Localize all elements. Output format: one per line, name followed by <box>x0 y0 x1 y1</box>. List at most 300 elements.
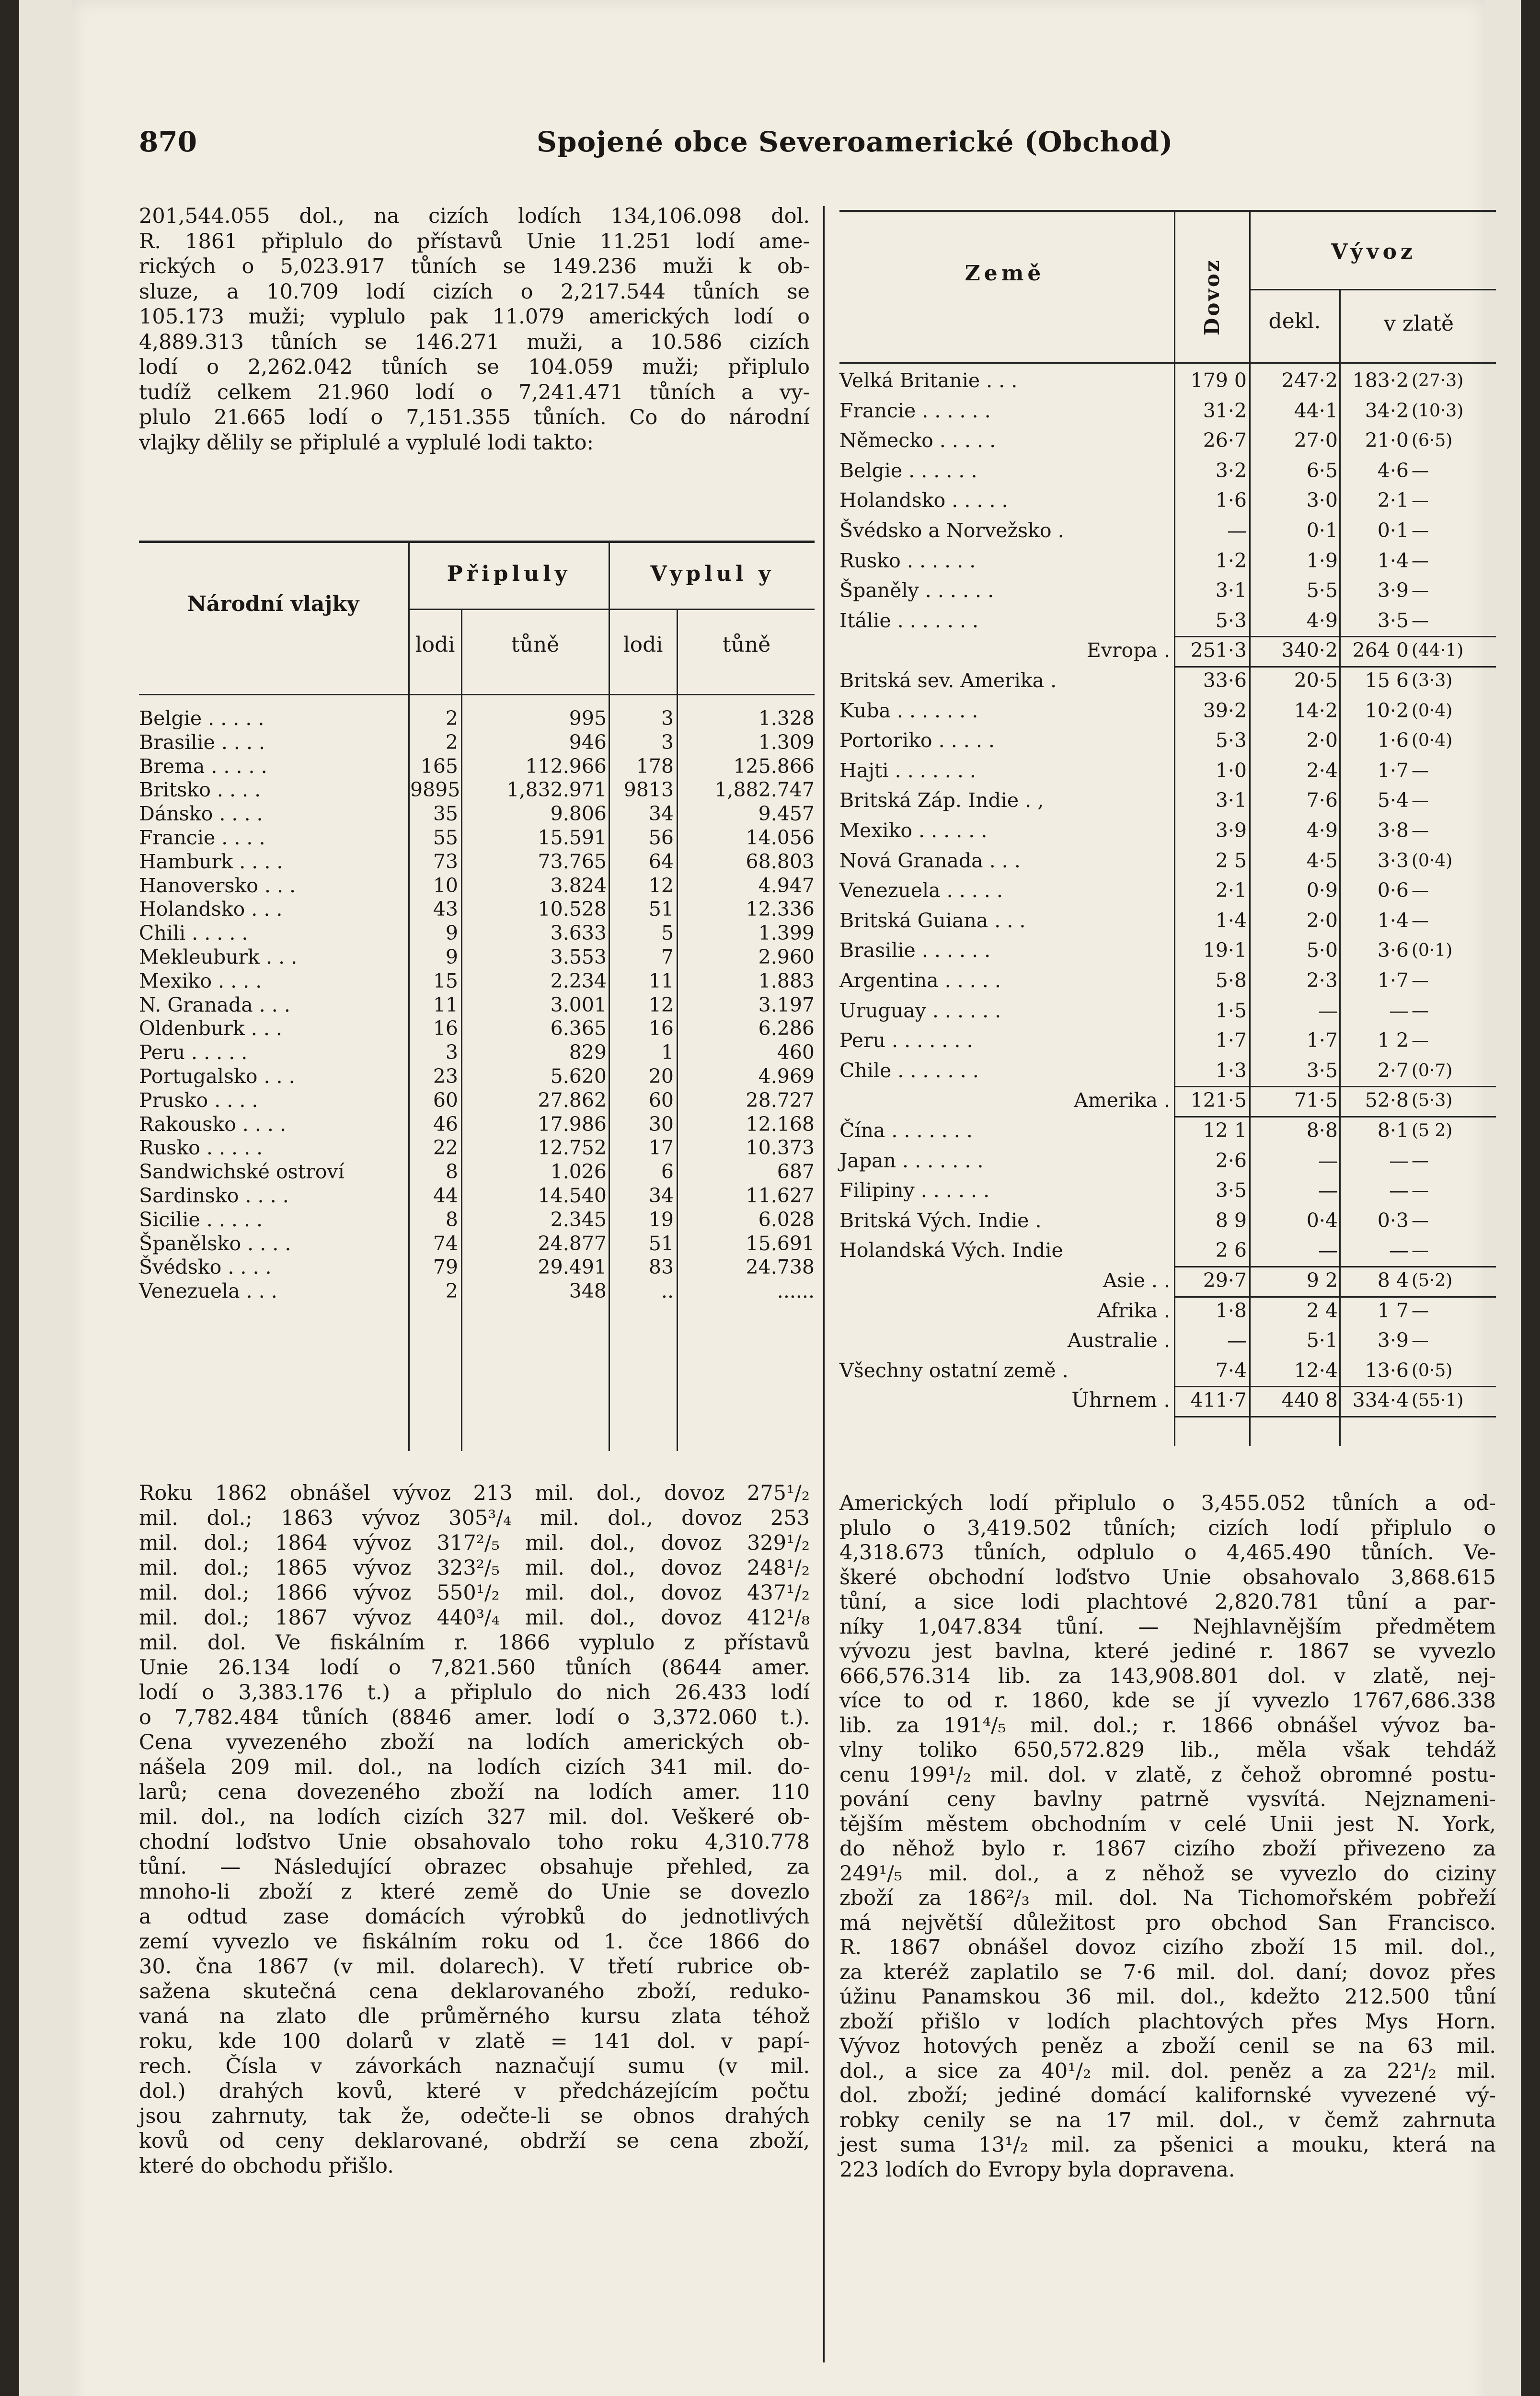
arrived-tons: 6.365 <box>550 1017 607 1040</box>
left-text-line: Cena vyvezeného zboží na lodích amerických ob- <box>139 1730 810 1754</box>
trade-country: Argentina . . . . . <box>839 969 1001 992</box>
export-declared: 440 8 <box>1281 1389 1338 1412</box>
trade-country: Venezuela . . . . . <box>839 879 1003 902</box>
left-text-line: 30. čna 1867 (v mil. dolarech). V třetí rubrice ob- <box>139 1955 810 1979</box>
trade-country: Holandsko . . . . . <box>839 489 1008 512</box>
export-gold: — <box>1389 1239 1409 1262</box>
precious-metals: — <box>1412 760 1429 781</box>
import-value: 1·7 <box>1215 1029 1247 1052</box>
precious-metals: — <box>1412 821 1429 841</box>
right-text-line: do něhož bylo r. 1867 cizího zboží přivezeno za <box>839 1837 1496 1861</box>
left-text-line: mil. dol. Ve fiskálním r. 1866 vyplulo z přístavů <box>139 1631 810 1655</box>
import-value: 7·4 <box>1215 1359 1247 1382</box>
right-text-line: 223 lodích do Evropy byla dopravena. <box>839 2157 1235 2182</box>
arrived-tons: 1.026 <box>550 1160 607 1184</box>
import-value: 3·1 <box>1215 579 1247 602</box>
export-declared: 4·5 <box>1306 849 1338 872</box>
flags-sub-departed-tons: tůně <box>722 633 771 657</box>
left-text-line: tůní. — Následující obrazec obsahuje přehled, za <box>139 1855 810 1879</box>
flags-header-arrived: Připluly <box>447 562 571 586</box>
trade-table-vline-3 <box>1339 289 1341 1446</box>
precious-metals: (55·1) <box>1412 1391 1464 1411</box>
departed-tons: 6.028 <box>758 1208 815 1231</box>
left-text-line: mil. dol.; 1867 vývoz 440³/₄ mil. dol., dovoz 412¹/₈ <box>139 1606 810 1630</box>
precious-metals: — <box>1412 1001 1429 1021</box>
export-declared: 2·0 <box>1306 729 1338 752</box>
left-text-line: mil. dol., na lodích cizích 327 mil. dol. Veškeré ob- <box>139 1805 810 1829</box>
departed-tons: 687 <box>777 1160 815 1184</box>
trade-country: Všechny ostatní země . <box>839 1359 1069 1382</box>
departed-ships: 60 <box>648 1088 674 1112</box>
departed-tons: 68.803 <box>746 850 815 873</box>
right-text-line: plulo o 3,419.502 tůních; cizích lodí připlulo o <box>839 1516 1496 1540</box>
arrived-tons: 3.633 <box>550 922 607 945</box>
export-gold: 1 7 <box>1377 1299 1409 1322</box>
arrived-tons: 15.591 <box>538 826 607 849</box>
trade-country: Holandská Vých. Indie <box>839 1239 1063 1262</box>
trade-table-vline-2 <box>1249 210 1251 1446</box>
flags-header-country: Národní vlajky <box>187 592 359 616</box>
import-value: 31·2 <box>1203 399 1247 422</box>
right-text-line: 249¹/₅ mil. dol., a z něhož se vyvezlo do ciziny <box>839 1861 1496 1886</box>
departed-tons: 14.056 <box>746 826 815 849</box>
arrived-ships: 60 <box>433 1088 458 1112</box>
export-gold: 13·6 <box>1365 1359 1409 1382</box>
left-text-line: Roku 1862 obnášel vývoz 213 mil. dol., dovoz 275¹/₂ <box>139 1481 810 1505</box>
flag-country: Francie . . . . <box>139 826 265 849</box>
right-text-line: tůní, a sice lodi plachtové 2,820.781 tůní a par- <box>839 1590 1496 1614</box>
precious-metals: (5 2) <box>1412 1121 1453 1140</box>
export-declared: 2·0 <box>1306 909 1338 932</box>
arrived-ships: 8 <box>445 1160 458 1184</box>
trade-country: Úhrnem . <box>1071 1388 1170 1413</box>
precious-metals: — <box>1412 461 1429 481</box>
departed-ships: 51 <box>648 1232 674 1255</box>
departed-tons: 9.457 <box>758 802 815 826</box>
arrived-tons: 3.824 <box>550 874 607 897</box>
flag-country: Prusko . . . . <box>139 1088 258 1112</box>
trade-country: Španěly . . . . . . <box>839 579 994 602</box>
right-text-line: 4,318.673 tůních, odplulo o 4,465.490 tůních. Ve- <box>839 1541 1496 1565</box>
import-value: 2·6 <box>1215 1149 1247 1172</box>
flags-sub-arrived-tons: tůně <box>511 633 560 657</box>
right-text-line: R. 1867 obnášel dovoz cizího zboží 15 mil. dol., <box>839 1935 1496 1959</box>
arrived-ships: 2 <box>445 1279 458 1303</box>
export-gold: 2·1 <box>1377 489 1409 512</box>
departed-ships: 51 <box>648 898 674 921</box>
arrived-ships: 3 <box>445 1041 458 1064</box>
left-text-line: mnoho-li zboží z které země do Unie se dovezlo <box>139 1880 810 1904</box>
departed-ships: 3 <box>661 707 674 730</box>
departed-tons: 4.947 <box>758 874 815 897</box>
arrived-ships: 11 <box>433 993 458 1016</box>
left-text-line: sažena skutečná cena deklarovaného zboží, reduko- <box>139 1980 810 2004</box>
precious-metals: (0·4) <box>1412 731 1453 751</box>
flag-country: Švédsko . . . . <box>139 1256 272 1279</box>
departed-tons: 1.328 <box>758 707 815 730</box>
export-gold: 10·2 <box>1365 699 1409 722</box>
export-declared: 2 4 <box>1306 1299 1338 1322</box>
export-gold: 334·4 <box>1352 1389 1409 1412</box>
flag-country: Mexiko . . . . <box>139 969 262 992</box>
trade-header-import: Dovoz <box>1200 258 1224 335</box>
trade-total-rule <box>1174 666 1496 668</box>
trade-country: Filipiny . . . . . . <box>839 1179 990 1202</box>
import-value: 26·7 <box>1203 429 1247 452</box>
arrived-ships: 79 <box>433 1256 458 1279</box>
import-value: 121·5 <box>1190 1089 1247 1112</box>
departed-ships: 1 <box>661 1041 674 1064</box>
right-text-line: Amerických lodí připlulo o 3,455.052 tůních a od- <box>839 1491 1496 1515</box>
arrived-tons: 9.806 <box>550 802 607 826</box>
import-value: 411·7 <box>1190 1389 1247 1412</box>
right-text-line: má největší důležitost pro obchod San Francisco. <box>839 1911 1496 1935</box>
arrived-ships: 74 <box>433 1232 458 1255</box>
export-gold: 15 6 <box>1365 669 1409 692</box>
flag-country: Venezuela . . . <box>139 1279 277 1303</box>
export-declared: 2·3 <box>1306 969 1338 992</box>
trade-total-rule <box>1174 1386 1496 1387</box>
export-gold: 3·9 <box>1377 579 1409 602</box>
import-value: 5·3 <box>1215 609 1247 632</box>
departed-ships: 20 <box>648 1065 674 1088</box>
arrived-ships: 9 <box>445 945 458 968</box>
export-gold: 3·3 <box>1377 849 1409 872</box>
export-declared: 247·2 <box>1281 369 1338 392</box>
trade-table-vline-1 <box>1174 210 1175 1446</box>
trade-country: Kuba . . . . . . . <box>839 699 978 722</box>
departed-ships: 178 <box>636 754 674 778</box>
arrived-tons: 12.752 <box>538 1136 607 1160</box>
running-title: Spojené obce Severoamerické (Obchod) <box>537 126 1173 158</box>
export-declared: 1·9 <box>1306 549 1338 572</box>
import-value: 3·2 <box>1215 459 1247 482</box>
arrived-ships: 10 <box>433 874 458 897</box>
departed-tons: 12.168 <box>746 1112 815 1136</box>
export-gold: 8·1 <box>1377 1119 1409 1142</box>
precious-metals: — <box>1412 1031 1429 1051</box>
export-gold: 183·2 <box>1352 369 1409 392</box>
export-declared: — <box>1318 1239 1338 1262</box>
departed-tons: 24.738 <box>746 1256 815 1279</box>
import-value: 8 9 <box>1215 1209 1247 1232</box>
left-scan-edge <box>0 0 19 2396</box>
departed-ships: 12 <box>648 874 674 897</box>
trade-country: Rusko . . . . . . <box>839 549 976 572</box>
departed-ships: 17 <box>648 1136 674 1160</box>
arrived-tons: 27.862 <box>538 1088 607 1112</box>
import-value: 5·8 <box>1215 969 1247 992</box>
import-value: 1·8 <box>1215 1299 1247 1322</box>
arrived-tons: 3.001 <box>550 993 607 1016</box>
import-value: 3·9 <box>1215 819 1247 842</box>
export-gold: 1·7 <box>1377 969 1409 992</box>
trade-country: Japan . . . . . . . <box>839 1149 984 1172</box>
export-gold: 1·4 <box>1377 909 1409 932</box>
arrived-tons: 829 <box>569 1041 607 1064</box>
precious-metals: — <box>1412 1331 1429 1351</box>
right-text-line: lib. za 191⁴/₅ mil. dol.; r. 1866 obnášel vývoz ba- <box>839 1713 1496 1738</box>
precious-metals: — <box>1412 491 1429 511</box>
flag-country: Portugalsko . . . <box>139 1065 295 1088</box>
departed-ships: 6 <box>661 1160 674 1184</box>
departed-tons: ...... <box>777 1279 815 1303</box>
export-declared: 71·5 <box>1294 1089 1338 1112</box>
arrived-ships: 15 <box>433 969 458 992</box>
trade-country: Britská Vých. Indie . <box>839 1209 1042 1232</box>
arrived-ships: 165 <box>420 754 458 778</box>
trade-total-rule <box>1174 1296 1496 1298</box>
arrived-tons: 3.553 <box>550 945 607 968</box>
trade-country: Australie . <box>1067 1329 1170 1352</box>
precious-metals: — <box>1412 1210 1429 1231</box>
arrived-ships: 2 <box>445 730 458 754</box>
import-value: — <box>1227 1329 1247 1352</box>
right-text-line: úžinu Panamskou 36 mil. dol., kdežto 212.500 tůní <box>839 1985 1496 2009</box>
right-text-line: dol., a sice za 40¹/₂ mil. dol. peněz a za 22¹/₂ mil. <box>839 2059 1496 2083</box>
export-gold: 5·4 <box>1377 789 1409 812</box>
page-header <box>139 126 1495 164</box>
arrived-tons: 1,832.971 <box>506 778 607 802</box>
import-value: 3·1 <box>1215 789 1247 812</box>
intro-line: rických o 5,023.917 tůních se 149.236 muži k ob- <box>139 254 810 278</box>
flag-country: Brasilie . . . . <box>139 730 265 754</box>
precious-metals: (0·1) <box>1412 941 1453 961</box>
import-value: 3·5 <box>1215 1179 1247 1202</box>
intro-line: tudíž celkem 21.960 lodí o 7,241.471 tůních a vy- <box>139 380 810 404</box>
trade-header-export: Vývoz <box>1331 240 1416 264</box>
export-gold: 0·6 <box>1377 879 1409 902</box>
departed-ships: 7 <box>661 945 674 968</box>
arrived-ships: 2 <box>445 707 458 730</box>
export-declared: 9 2 <box>1306 1269 1338 1292</box>
export-declared: 12·4 <box>1294 1359 1338 1382</box>
intro-paragraph <box>139 204 810 455</box>
left-text-line: nášela 209 mil. dol., na lodích cizích 341 mil. do- <box>139 1755 810 1779</box>
arrived-tons: 29.491 <box>538 1256 607 1279</box>
intro-line: 105.173 muži; vyplulo pak 11.079 amerických lodí o <box>139 305 810 329</box>
departed-tons: 28.727 <box>746 1088 815 1112</box>
departed-ships: 3 <box>661 730 674 754</box>
trade-country: Portoriko . . . . . <box>839 729 995 752</box>
arrived-ships: 23 <box>433 1065 458 1088</box>
arrived-ships: 46 <box>433 1112 458 1136</box>
arrived-tons: 2.345 <box>550 1208 607 1231</box>
trade-sub-declared: dekl. <box>1268 309 1321 334</box>
trade-country: Amerika . <box>1074 1089 1170 1112</box>
intro-line: lodí o 2,262.042 tůních se 104.059 muži; připlulo <box>139 355 810 379</box>
export-gold: — <box>1389 999 1409 1022</box>
arrived-tons: 348 <box>569 1279 607 1303</box>
export-declared: 340·2 <box>1281 639 1338 662</box>
import-value: 5·3 <box>1215 729 1247 752</box>
precious-metals: — <box>1412 791 1429 811</box>
page-number: 870 <box>139 126 197 158</box>
arrived-ships: 8 <box>445 1208 458 1231</box>
arrived-tons: 14.540 <box>538 1184 607 1207</box>
right-text-line: škeré obchodní loďstvo Unie obsahovalo 3,868.615 <box>839 1565 1496 1590</box>
left-text-line: lodí o 3,383.176 t.) a připlulo do nich 26.433 lodí <box>139 1681 810 1705</box>
departed-tons: 1,882.747 <box>714 778 815 802</box>
right-text-line: pování ceny bavlny patrně vysvítá. Nejznameni- <box>839 1787 1496 1811</box>
import-value: 29·7 <box>1203 1269 1247 1292</box>
arrived-ships: 22 <box>433 1136 458 1160</box>
export-gold: 21·0 <box>1365 429 1409 452</box>
arrived-tons: 5.620 <box>550 1065 607 1088</box>
trade-country: Brasilie . . . . . . <box>839 939 991 962</box>
departed-ships: 56 <box>648 826 674 849</box>
arrived-tons: 73.765 <box>538 850 607 873</box>
arrived-ships: 55 <box>433 826 458 849</box>
flags-header-departed: Vyplul y <box>650 562 775 586</box>
import-value: 1·2 <box>1215 549 1247 572</box>
export-declared: 5·0 <box>1306 939 1338 962</box>
left-text-line: o 7,782.484 tůních (8846 amer. lodí o 3,372.060 t.). <box>139 1705 810 1729</box>
intro-line: plulo 21.665 lodí o 7,151.355 tůních. Co do národní <box>139 405 810 429</box>
trade-table-top-rule <box>839 210 1496 212</box>
precious-metals: — <box>1412 1181 1429 1201</box>
arrived-ships: 44 <box>433 1184 458 1207</box>
flag-country: Rakousko . . . . <box>139 1112 287 1136</box>
right-text-line: cenu 199¹/₂ mil. dol. v zlatě, z čehož obromné postu- <box>839 1762 1496 1787</box>
arrived-tons: 10.528 <box>538 898 607 921</box>
precious-metals: (44·1) <box>1412 641 1464 661</box>
export-gold: 52·8 <box>1365 1089 1409 1112</box>
precious-metals: (6·5) <box>1412 431 1453 451</box>
arrived-ships: 35 <box>433 802 458 826</box>
flag-country: Rusko . . . . . <box>139 1136 263 1160</box>
export-declared: 5·5 <box>1306 579 1338 602</box>
right-text-line: dol. zboží; jediné domácí kalifornské vyvezené vý- <box>839 2084 1496 2108</box>
departed-ships: 34 <box>648 802 674 826</box>
departed-ships: 83 <box>648 1256 674 1279</box>
export-declared: 3·5 <box>1306 1059 1338 1082</box>
export-declared: — <box>1318 999 1338 1022</box>
arrived-tons: 17.986 <box>538 1112 607 1136</box>
flags-table-group-rule <box>410 609 815 610</box>
precious-metals: — <box>1412 551 1429 571</box>
left-text-line: mil. dol.; 1865 vývoz 323²/₅ mil. dol., dovoz 248¹/₂ <box>139 1556 810 1580</box>
flags-table-vline-2 <box>461 609 462 1451</box>
right-text-line: tějším městem obchodním v celé Unii jest N. York, <box>839 1812 1496 1836</box>
intro-line: vlajky dělily se připlulé a vyplulé lodi takto: <box>139 430 594 455</box>
flag-country: N. Granada . . . <box>139 993 290 1016</box>
trade-total-rule <box>1174 636 1496 637</box>
export-declared: 7·6 <box>1306 789 1338 812</box>
flag-country: Hanoversko . . . <box>139 874 296 897</box>
right-bottom-paragraph <box>839 1491 1496 2182</box>
export-gold: 2·7 <box>1377 1059 1409 1082</box>
departed-ships: 34 <box>648 1184 674 1207</box>
right-text-line: 666,576.314 lib. za 143,908.801 dol. v zlatě, nej- <box>839 1664 1496 1688</box>
precious-metals: — <box>1412 881 1429 901</box>
trade-country: Peru . . . . . . . <box>839 1029 973 1052</box>
export-gold: 3·8 <box>1377 819 1409 842</box>
export-declared: 20·5 <box>1294 669 1338 692</box>
arrived-tons: 2.234 <box>550 969 607 992</box>
trade-country: Chile . . . . . . . <box>839 1059 979 1082</box>
departed-tons: 15.691 <box>746 1232 815 1255</box>
intro-line: 4,889.313 tůních se 146.271 muži, a 10.586 cizích <box>139 330 810 354</box>
export-declared: 3·0 <box>1306 489 1338 512</box>
right-text-line: za kteréž zaplatilo se 7·6 mil. dol. daní; dovoz přes <box>839 1960 1496 1984</box>
trade-country: Itálie . . . . . . . <box>839 609 979 632</box>
departed-tons: 1.309 <box>758 730 815 754</box>
export-gold: — <box>1389 1149 1409 1172</box>
trade-country: Asie . . <box>1103 1269 1170 1292</box>
left-text-line: mil. dol.; 1864 vývoz 317²/₅ mil. dol., dovoz 329¹/₂ <box>139 1531 810 1555</box>
precious-metals: — <box>1412 1151 1429 1171</box>
export-declared: 8·8 <box>1306 1119 1338 1142</box>
export-gold: 0·3 <box>1377 1209 1409 1232</box>
flags-sub-arrived-ships: lodi <box>415 633 455 657</box>
departed-tons: 125.866 <box>733 754 815 778</box>
precious-metals: (0·5) <box>1412 1360 1453 1381</box>
trade-country: Čína . . . . . . . <box>839 1119 973 1142</box>
trade-country: Evropa . <box>1086 639 1170 662</box>
left-text-line: zemí vyvezlo ve fiskálním roku od 1. čce 1866 do <box>139 1930 810 1954</box>
export-gold: 8 4 <box>1377 1269 1409 1292</box>
export-gold: 3·6 <box>1377 939 1409 962</box>
departed-tons: 1.399 <box>758 922 815 945</box>
flag-country: Hamburk . . . . <box>139 850 283 873</box>
flags-table-vline-4 <box>677 609 678 1451</box>
flags-table-header-rule <box>139 694 815 695</box>
left-text-line: rech. Čísla v závorkách naznačují sumu (v mil. <box>139 2054 810 2078</box>
flag-country: Sardinsko . . . . <box>139 1184 289 1207</box>
precious-metals: (27·3) <box>1412 371 1464 391</box>
import-value: 39·2 <box>1203 699 1247 722</box>
import-value: 1·0 <box>1215 759 1247 782</box>
trade-country: Velká Britanie . . . <box>839 369 1018 392</box>
trade-country: Britská Guiana . . . <box>839 909 1026 932</box>
flags-table-top-rule <box>139 541 815 543</box>
trade-header-country: Země <box>965 261 1045 286</box>
import-value: 2 5 <box>1215 849 1247 872</box>
arrived-ships: 16 <box>433 1017 458 1040</box>
import-value: 19·1 <box>1203 939 1247 962</box>
flag-country: Holandsko . . . <box>139 898 283 921</box>
export-gold: 0·1 <box>1377 519 1409 542</box>
import-value: 179 0 <box>1190 369 1247 392</box>
right-text-line: zboží za 186²/₃ mil. dol. Na Tichomořském pobřeží <box>839 1886 1496 1910</box>
export-gold: 34·2 <box>1365 399 1409 422</box>
right-text-line: vývozu jest bavlna, které jediné r. 1867 se vyvezlo <box>839 1639 1496 1663</box>
import-value: — <box>1227 519 1247 542</box>
trade-table-group-rule <box>1251 289 1496 290</box>
trade-total-rule <box>1174 1416 1496 1417</box>
export-declared: 0·9 <box>1306 879 1338 902</box>
import-value: 33·6 <box>1203 669 1247 692</box>
left-text-line: mil. dol.; 1863 vývoz 305³/₄ mil. dol., dovoz 253 <box>139 1506 810 1530</box>
right-text-line: Vývoz hotových peněz a zboží cenil se na 63 mil. <box>839 2034 1496 2058</box>
departed-tons: 1.883 <box>758 969 815 992</box>
flag-country: Brema . . . . . <box>139 754 267 778</box>
import-value: 1·4 <box>1215 909 1247 932</box>
departed-ships: 16 <box>648 1017 674 1040</box>
trade-country: Francie . . . . . . <box>839 399 991 422</box>
flags-table-vline-3 <box>609 541 610 1451</box>
precious-metals: — <box>1412 1241 1429 1261</box>
flags-table-vline-1 <box>408 541 410 1451</box>
flag-country: Oldenburk . . . <box>139 1017 282 1040</box>
departed-tons: 460 <box>777 1041 815 1064</box>
right-text-line: jest suma 13¹/₂ mil. za pšenici a mouku, která na <box>839 2133 1496 2157</box>
export-declared: — <box>1318 1149 1338 1172</box>
export-declared: 6·5 <box>1306 459 1338 482</box>
right-text-line: robky cenily se na 17 mil. dol., v čemž zahrnuta <box>839 2108 1496 2132</box>
trade-country: Britská sev. Amerika . <box>839 669 1057 692</box>
